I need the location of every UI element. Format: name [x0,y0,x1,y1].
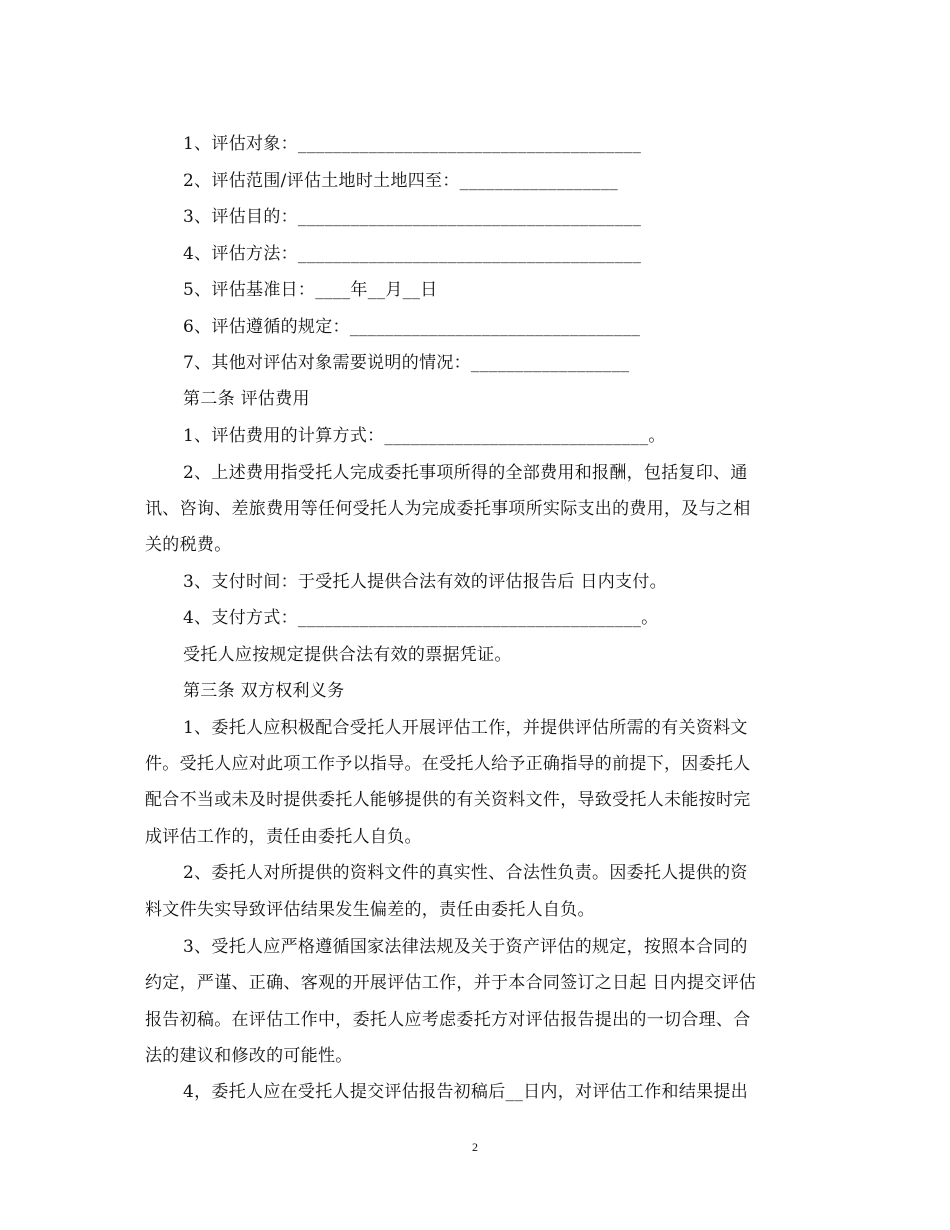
payment-time: 3、支付时间：于受托人提供合法有效的评估报告后 日内支付。 [183,572,667,592]
payment-method: 4、支付方式：_______________________________________。 [183,608,659,628]
paragraph-line: 约定，严谨、正确、客观的开展评估工作，并于本合同签订之日起 日内提交评估 [145,973,757,993]
article-3-heading: 第三条 双方权利义务 [183,681,345,701]
item-evaluation-purpose: 3、评估目的：_______________________________________ [183,207,642,227]
paragraph-line: 料文件失实导致评估结果发生偏差的，责任由委托人自负。 [145,900,595,920]
paragraph-line: 3、受托人应严格遵循国家法律法规及关于资产评估的规定，按照本合同的 [183,937,748,957]
paragraph-line: 4，委托人应在受托人提交评估报告初稿后__日内，对评估工作和结果提出 [183,1082,749,1102]
item-base-date: 5、评估基准日：____年__月__日 [183,280,438,300]
paragraph-line: 件。受托人应对此项工作予以指导。在受托人给予正确指导的前提下，因委托人 [145,754,751,774]
paragraph-line: 成评估工作的，责任由委托人自负。 [145,827,422,847]
item-evaluation-object: 1、评估对象：_______________________________________ [183,134,642,154]
paragraph-line: 讯、咨询、差旅费用等任何受托人为完成委托事项所实际支出的费用，及与之相 [145,499,751,519]
paragraph-line: 2、上述费用指受托人完成委托事项所得的全部费用和报酬，包括复印、通 [183,463,748,483]
invoice-note: 受托人应按规定提供合法有效的票据凭证。 [183,645,512,665]
paragraph-line: 1、委托人应积极配合受托人开展评估工作，并提供评估所需的有关资料文 [183,718,748,738]
paragraph-line: 2、委托人对所提供的资料文件的真实性、合法性负责。因委托人提供的资 [183,863,748,883]
paragraph-line: 报告初稿。在评估工作中，委托人应考虑委托方对评估报告提出的一切合理、合 [145,1010,751,1030]
fee-calculation: 1、评估费用的计算方式：______________________________。 [183,426,666,446]
paragraph-line: 法的建议和修改的可能性。 [145,1046,353,1066]
page-number: 2 [472,1140,478,1154]
article-2-heading: 第二条 评估费用 [183,389,310,409]
paragraph-line: 配合不当或未及时提供委托人能够提供的有关资料文件，导致受托人未能按时完 [145,790,751,810]
item-other-notes: 7、其他对评估对象需要说明的情况：__________________ [183,353,630,373]
item-evaluation-method: 4、评估方法：_______________________________________ [183,244,642,264]
paragraph-line: 关的税费。 [145,535,232,555]
item-rules: 6、评估遵循的规定：_________________________________ [183,317,641,337]
item-evaluation-scope: 2、评估范围/评估土地时土地四至：__________________ [183,171,619,191]
